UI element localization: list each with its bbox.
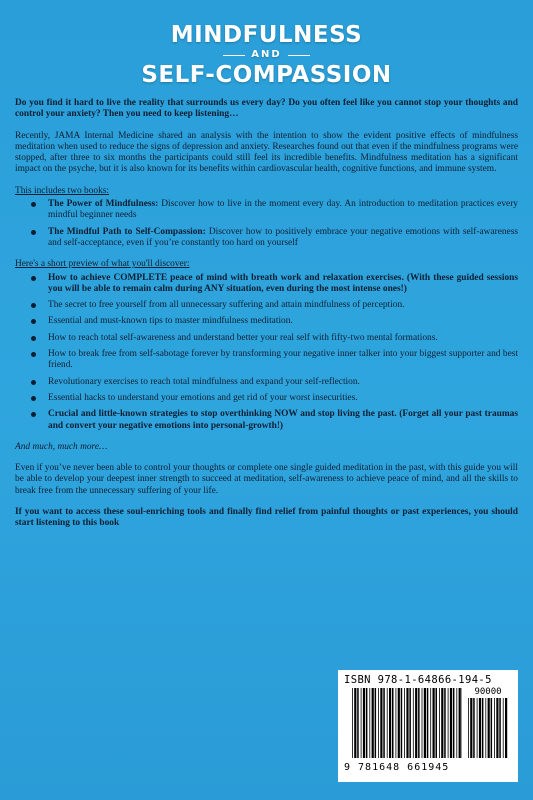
bullet-dot (31, 412, 36, 417)
barcode-bar (477, 698, 478, 758)
barcode-bar (453, 688, 455, 758)
barcode-bar (468, 698, 469, 758)
books-list (15, 199, 518, 249)
barcode-bar (494, 698, 495, 758)
preview-item-text: The secret to free yourself from all unnecessary suffering and attain mindfulness of perception. (48, 300, 405, 311)
book-title: The Power of Mindfulness: (48, 199, 159, 210)
intro-paragraph: Do you find it hard to live the reality that surrounds us every day? Do you often feel like you cannot stop your thoughts and control your anxiety? Then you need to keep listening… (15, 98, 518, 120)
preview-item (15, 273, 518, 296)
barcode-bar (479, 698, 481, 758)
preview-item-text: How to achieve COMPLETE peace of mind with breath work and relaxation exercises. (With these guided sessions you will be able to remain calm during ANY situation, even during the most intense ones!) (48, 272, 518, 294)
preview-item-text: How to break free from self-sabotage forever by transforming your negative inner talker into your biggest supporter and best friend. (48, 349, 518, 371)
barcode-bar (433, 688, 435, 758)
bullet-dot (31, 230, 36, 235)
barcode-bar (470, 698, 472, 758)
preview-item (15, 333, 518, 344)
preview-item (15, 377, 518, 388)
title-and-text: AND (251, 49, 282, 60)
barcode-bar (485, 698, 486, 758)
barcode-bar (436, 688, 438, 758)
preview-item-text: Revolutionary exercises to reach total mindfulness and expand your self-reflection. (48, 376, 360, 387)
book-description: Discover how to live in the moment every day. An introduction to meditation practices every mindful beginner needs (48, 199, 518, 221)
barcode-bar (409, 688, 411, 758)
barcode-bar (363, 688, 365, 758)
barcode-bar (354, 688, 356, 758)
bullet-dot (31, 352, 36, 357)
preview-list (15, 273, 518, 432)
barcode-bar (422, 688, 423, 758)
preview-item (15, 349, 518, 372)
book-title: The Mindful Path to Self-Compassion: (48, 226, 206, 237)
barcode-bar (372, 688, 374, 758)
bullet-dot (31, 380, 36, 385)
barcode-bar (398, 688, 400, 758)
barcode-bar (450, 688, 452, 758)
preview-item (15, 409, 518, 432)
research-paragraph: Recently, JAMA Internal Medicine shared an analysis with the intention to show the evident positive effects of mindfulness meditation when used to reduce the signs of depression and anxiety. Researches found out that even if the mindfulness programs were stopped, after three to six months the participants could still feel its incredible benefits. Mindfulness meditation has a significant impact on the psyche, but it is also known for its benefits within cardiovascular health, cognitive functions, and immune system. (15, 130, 518, 175)
isbn-text: ISBN 978-1-64866-194-5 (344, 674, 492, 686)
barcode-bar (473, 698, 475, 758)
barcode-bar (406, 688, 408, 758)
closing-paragraph: Even if you’ve never been able to control your thoughts or complete one single guided meditation in the past, with this guide you will be able to develop your deepest inner strength to succeed at meditation, self-awareness to achieve peace of mind, and all the skills to break free from the unnecessary suffering of your life. (15, 463, 518, 496)
barcode-bar (444, 688, 446, 758)
barcode-bar (439, 688, 440, 758)
barcode-bar (375, 688, 377, 758)
barcode-bar (357, 688, 359, 758)
barcode-bar (427, 688, 429, 758)
preview-item (15, 300, 518, 311)
bullet-dot (31, 319, 36, 324)
barcode-panel (338, 670, 518, 782)
bullet-dot (31, 396, 36, 401)
barcode-bar (488, 698, 490, 758)
barcode-bar (401, 688, 403, 758)
title-and (0, 49, 533, 61)
barcode-bar (491, 698, 493, 758)
barcode-bar (448, 688, 449, 758)
addon-barcode-graphic (468, 698, 508, 758)
barcode-bar (482, 698, 484, 758)
barcode-bar (424, 688, 426, 758)
and-more: And much, much more… (15, 441, 108, 452)
barcode-bar (404, 688, 405, 758)
book-item (15, 227, 518, 250)
bullet-dot (31, 336, 36, 341)
addon-number: 90000 (474, 687, 502, 697)
title-rule-right (288, 55, 310, 56)
title-rule-left (223, 55, 245, 56)
barcode-bar (389, 688, 391, 758)
preview-item-text: Essential hacks to understand your emotions and get rid of your worst insecurities. (48, 392, 358, 403)
bullet-dot (31, 202, 36, 207)
barcode-bars (344, 688, 512, 764)
title-line-2: SELF-COMPASSION (141, 62, 392, 88)
preview-item-text: Crucial and little-known strategies to stop overthinking NOW and stop living the past. (Forget all your past traumas and convert your negative emotions into personal-growth!) (48, 409, 518, 431)
barcode-bar (380, 688, 382, 758)
barcode-bar (496, 698, 498, 758)
bullet-dot (31, 303, 36, 308)
call-to-action: If you want to access these soul-enriching tools and finally find relief from painful thoughts or past experiences, you should start listening to this book (15, 507, 518, 529)
barcode-bar (369, 688, 370, 758)
barcode-bar (383, 688, 385, 758)
barcode-bar (505, 698, 507, 758)
preview-heading: Here's a short preview of what you'll discover: (15, 259, 190, 270)
preview-item (15, 316, 518, 327)
book-title (0, 22, 533, 88)
ean-barcode-graphic (352, 688, 462, 758)
barcode-bar (366, 688, 368, 758)
ean-number: 9 781648 661945 (344, 762, 450, 773)
barcode-bar (503, 698, 504, 758)
barcode-bar (392, 688, 394, 758)
barcode-bar (441, 688, 443, 758)
barcode-bar (418, 688, 420, 758)
blurb (15, 98, 518, 540)
barcode-bar (459, 688, 461, 758)
preview-item-text: How to reach total self-awareness and understand better your real self with fifty-two mental formations. (48, 332, 438, 343)
book-description: Discover how to positively embrace your negative emotions with self-awareness and self-acceptance, even if you’re constantly too hard on yourself (48, 226, 519, 248)
barcode-bar (413, 688, 414, 758)
barcode-bar (352, 688, 353, 758)
preview-item-text: Essential and must-known tips to master mindfulness meditation. (48, 316, 293, 327)
book-item (15, 199, 518, 222)
barcode-bar (456, 688, 457, 758)
barcode-bar (361, 688, 362, 758)
preview-item (15, 393, 518, 404)
barcode-bar (378, 688, 379, 758)
barcode-bar (415, 688, 417, 758)
barcode-bar (430, 688, 431, 758)
title-line-1: MINDFULNESS (170, 22, 363, 48)
bullet-dot (31, 276, 36, 281)
barcode-bar (396, 688, 397, 758)
barcode-bar (387, 688, 388, 758)
books-heading: This includes two books: (15, 185, 110, 196)
barcode-bar (499, 698, 501, 758)
